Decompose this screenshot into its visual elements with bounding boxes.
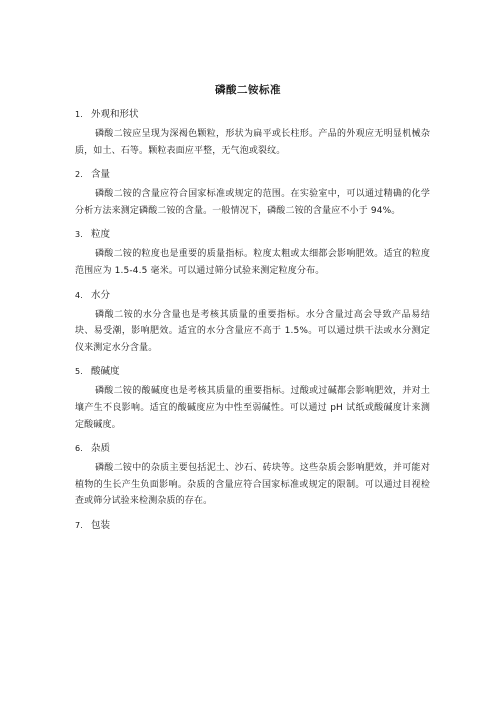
section-heading <box>75 442 430 456</box>
section-heading-text: 酸碱度 <box>91 366 120 378</box>
section-number: 5. <box>75 367 83 377</box>
section <box>75 108 430 159</box>
section-heading <box>75 108 430 122</box>
section-heading <box>75 168 430 182</box>
section <box>75 519 430 533</box>
section-list <box>75 108 430 542</box>
section-paragraph: 磷酸二铵的水分含量也是考核其质量的重要指标。水分含量过高会导致产品易结块、易受潮，影响肥效。适宜的水分含量应不高于 1.5%。可以通过烘干法或水分测定仪来测定水分含量。 <box>75 309 430 353</box>
section-heading-text: 粒度 <box>91 229 111 241</box>
section-heading-text: 外观和形状 <box>91 109 139 120</box>
section-number: 4. <box>75 290 83 300</box>
section-heading <box>75 228 430 242</box>
section-paragraph: 磷酸二铵应呈现为深褐色颗粒，形状为扁平或长柱形。产品的外观应无明显机械杂质，如土、石等。颗粒表面应平整，无气泡或裂纹。 <box>75 129 430 156</box>
section-paragraph: 磷酸二铵中的杂质主要包括泥土、沙石、砖块等。这些杂质会影响肥效，并可能对植物的生长产生负面影响。杂质的含量应符合国家标准或规定的限制。可以通过目视检查或筛分试验来检测杂质的存在。 <box>75 463 430 507</box>
section-number: 7. <box>75 520 83 530</box>
section <box>75 168 430 219</box>
section-heading-text: 包装 <box>91 519 111 531</box>
section-heading-text: 含量 <box>91 169 111 181</box>
section <box>75 365 430 433</box>
section-heading-text: 杂质 <box>91 443 111 455</box>
section <box>75 442 430 510</box>
section-number: 3. <box>75 230 83 240</box>
section <box>75 228 430 279</box>
section-number: 2. <box>75 170 83 180</box>
section-paragraph: 磷酸二铵的粒度也是重要的质量指标。粒度太粗或太细都会影响肥效。适宜的粒度范围应为 1.5-4.5 毫米。可以通过筛分试验来测定粒度分布。 <box>75 249 430 276</box>
section-heading <box>75 365 430 379</box>
section-paragraph: 磷酸二铵的酸碱度也是考核其质量的重要指标。过酸或过碱都会影响肥效，并对土壤产生不良影响。适宜的酸碱度应为中性至弱碱性。可以通过 pH 试纸或酸碱度计来测定酸碱度。 <box>75 386 430 430</box>
section-number: 1. <box>75 110 83 119</box>
document-title: 磷酸二铵标准 <box>215 84 281 96</box>
section-paragraph: 磷酸二铵的含量应符合国家标准或规定的范围。在实验室中，可以通过精确的化学分析方法来测定磷酸二铵的含量。一般情况下，磷酸二铵的含量应不小于 94%。 <box>75 189 430 216</box>
section <box>75 289 430 357</box>
section-heading <box>75 289 430 303</box>
section-heading-text: 水分 <box>91 289 111 301</box>
section-number: 6. <box>75 444 83 454</box>
section-heading <box>75 519 430 533</box>
